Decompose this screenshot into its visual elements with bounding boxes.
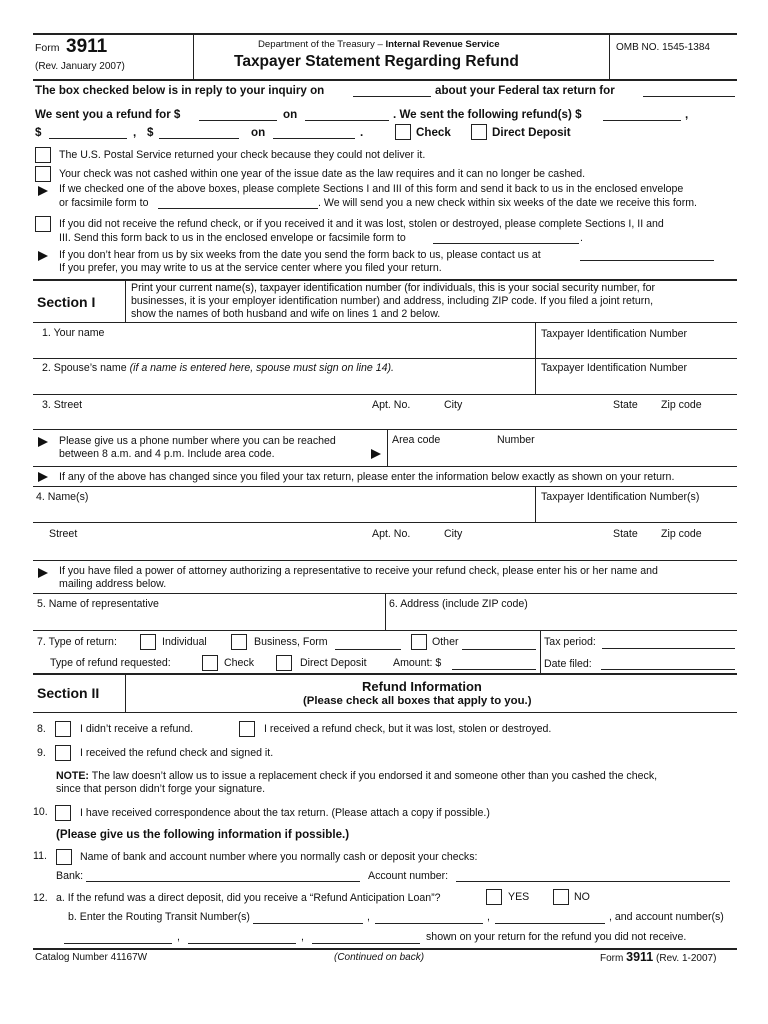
arrow-icon — [38, 472, 48, 482]
other-field[interactable] — [462, 649, 536, 650]
poa-line-2: mailing address below. — [59, 578, 167, 590]
continued-note: (Continued on back) — [334, 952, 425, 963]
row-rule — [33, 560, 737, 561]
section2-label: Section II — [37, 685, 100, 701]
section1-instruction-2: businesses, it is your employer identification number) and address, including ZIP code. If you filed a joint return, — [131, 295, 654, 307]
check-checkbox[interactable] — [395, 124, 411, 140]
section1-top-rule — [33, 279, 737, 281]
signed-check-text: I received the refund check and signed it. — [80, 747, 274, 759]
header-bottom-rule — [33, 79, 737, 81]
if-checked-line-2a: or facsimile form to — [59, 197, 149, 209]
rep-name-label: 5. Name of representative — [37, 598, 159, 610]
note-line-1: NOTE: The law doesn’t allow us to issue a replacement check if you endorsed it and someone other than you cashed the check, — [56, 770, 658, 782]
phone-line-2: between 8 a.m. and 4 p.m. Include area code. — [59, 448, 275, 460]
inquiry-date-field[interactable] — [353, 96, 431, 97]
no-refund-text: I didn’t receive a refund. — [80, 723, 194, 735]
refund-direct-deposit-label: Direct Deposit — [300, 657, 367, 669]
six-weeks-line-2: If you prefer, you may write to us at the service center where you filed your return. — [59, 262, 442, 274]
row-rule — [33, 358, 737, 359]
catalog-number: Catalog Number 41167W — [35, 952, 148, 963]
intro-comma-2: , — [133, 126, 137, 139]
correspondence-text: I have received correspondence about the tax return. (Please attach a copy if possible.) — [80, 807, 490, 819]
row-rule — [33, 486, 737, 487]
refund-check-label: Check — [224, 657, 255, 669]
ral-yes-checkbox[interactable] — [486, 889, 502, 905]
header-top-rule — [33, 33, 737, 35]
bank-field[interactable] — [86, 881, 360, 882]
intro-line-2a: We sent you a refund for $ — [35, 108, 181, 121]
account-field[interactable] — [456, 881, 730, 882]
routing-field-3[interactable] — [495, 923, 605, 924]
lost-check-text: I received a refund check, but it was lost, stolen or destroyed. — [264, 723, 552, 735]
names-label: 4. Name(s) — [36, 491, 89, 503]
arrow-icon — [38, 186, 48, 196]
item-12-number: 12. — [33, 892, 48, 904]
if-checked-line-2b: . We will send you a new check within six weeks of the date we receive this form. — [318, 197, 697, 209]
street-label: 3. Street — [42, 399, 83, 411]
zip-label: Zip code — [661, 399, 702, 411]
section2-subtitle: (Please check all boxes that apply to you.) — [303, 695, 532, 707]
section1-instruction-3: show the names of both husband and wife on lines 1 and 2 below. — [131, 308, 441, 320]
signed-check-checkbox[interactable] — [55, 745, 71, 761]
form-revision: (Rev. January 2007) — [35, 61, 125, 72]
routing-comma-2: , — [487, 911, 490, 923]
refund-check-checkbox[interactable] — [202, 655, 218, 671]
section2-header-rule — [33, 712, 737, 713]
intro-line-2b: . We sent the following refund(s) $ — [393, 108, 582, 121]
returned-text: The U.S. Postal Service returned your check because they could not deliver it. — [59, 149, 426, 161]
footer-form-id: Form 3911 (Rev. 1-2007) — [600, 950, 717, 964]
lost-check-checkbox[interactable] — [239, 721, 255, 737]
city-2-label: City — [444, 528, 463, 540]
not-received-line-1: If you did not receive the refund check, or if you received it and it was lost, stolen or destroyed, please complete Sections I, II and — [59, 218, 664, 230]
form-label: Form — [35, 42, 60, 54]
section2-label-divider — [125, 674, 126, 712]
row-rule — [33, 522, 737, 523]
arrow-icon — [371, 449, 381, 459]
section1-header-rule — [33, 322, 737, 323]
direct-deposit-checkbox[interactable] — [471, 124, 487, 140]
amount-label: Amount: $ — [393, 657, 442, 669]
if-checked-line-1: If we checked one of the above boxes, please complete Sections I and III of this form and send it back to us in the enclosed envelope — [59, 183, 684, 195]
zip-2-label: Zip code — [661, 528, 702, 540]
form-number: 3911 — [66, 36, 108, 57]
account-number-field-1[interactable] — [64, 943, 172, 944]
six-weeks-line-1: If you don’t hear from us by six weeks from the date you send the form back to us, please contact us at — [59, 249, 541, 261]
refund-amount-field[interactable] — [199, 120, 277, 121]
rep-address-label: 6. Address (include ZIP code) — [389, 598, 528, 610]
refund-amount-2-field[interactable] — [603, 120, 681, 121]
rep-divider — [385, 594, 386, 630]
tins-column-divider — [535, 487, 536, 522]
not-cashed-checkbox[interactable] — [35, 166, 51, 182]
tin-column-divider — [535, 323, 536, 395]
row-rule — [33, 394, 737, 395]
refund-amount-4-field[interactable] — [159, 138, 239, 139]
business-checkbox[interactable] — [231, 634, 247, 650]
refund-direct-deposit-checkbox[interactable] — [276, 655, 292, 671]
not-received-period: . — [580, 232, 583, 244]
contact-field[interactable] — [580, 260, 714, 261]
tax-period-divider — [540, 631, 541, 673]
intro-comma-1: , — [685, 108, 689, 121]
phone-line-1: Please give us a phone number where you can be reached — [59, 435, 336, 447]
intro-dollar-1: $ — [35, 126, 42, 139]
number-label: Number — [497, 434, 535, 446]
department-line: Department of the Treasury – Internal Revenue Service — [258, 39, 500, 50]
ral-question: a. If the refund was a direct deposit, did you receive a “Refund Anticipation Loan”? — [56, 892, 441, 904]
type-refund-label: Type of refund requested: — [50, 657, 171, 669]
city-label: City — [444, 399, 463, 411]
business-label: Business, Form — [254, 636, 328, 648]
changed-text: If any of the above has changed since you filed your tax return, please enter the information below exactly as shown on your return. — [59, 471, 675, 483]
account-label: Account number: — [368, 870, 449, 882]
arrow-icon — [38, 251, 48, 261]
apt-label: Apt. No. — [372, 399, 411, 411]
area-code-label: Area code — [392, 434, 441, 446]
form-title: Taxpayer Statement Regarding Refund — [234, 53, 519, 70]
section2-top-rule — [33, 673, 737, 675]
type-return-label: 7. Type of return: — [37, 636, 117, 648]
account-comma-2: , — [301, 931, 304, 943]
bank-info-text: Name of bank and account number where you normally cash or deposit your checks: — [80, 851, 478, 863]
intro-on-2: on — [251, 126, 266, 139]
and-account-text: , and account number(s) — [609, 911, 724, 923]
please-give-text: (Please give us the following information if possible.) — [56, 828, 350, 841]
account-number-field-2[interactable] — [188, 943, 296, 944]
bank-info-checkbox[interactable] — [56, 849, 72, 865]
other-label: Other — [432, 636, 459, 648]
date-filed-label: Date filed: — [544, 658, 592, 670]
amount-field[interactable] — [452, 669, 536, 670]
section1-instruction-1: Print your current name(s), taxpayer identification number (for individuals, this is your social security number, for — [131, 282, 656, 294]
tin-label: Taxpayer Identification Number — [541, 328, 688, 340]
individual-label: Individual — [162, 636, 207, 648]
account-number-field-3[interactable] — [312, 943, 420, 944]
spouse-tin-label: Taxpayer Identification Number — [541, 362, 688, 374]
spouse-name-label: 2. Spouse’s name (if a name is entered here, spouse must sign on line 14). — [42, 362, 394, 374]
refund-date-field[interactable] — [305, 120, 389, 121]
intro-dollar-2: $ — [147, 126, 154, 139]
not-received-checkbox[interactable] — [35, 216, 51, 232]
returned-checkbox[interactable] — [35, 147, 51, 163]
intro-on-1: on — [283, 108, 298, 121]
no-refund-checkbox[interactable] — [55, 721, 71, 737]
section1-label-divider — [125, 280, 126, 323]
omb-number: OMB NO. 1545-1384 — [616, 42, 710, 53]
item-9-number: 9. — [37, 747, 46, 759]
item-11-number: 11. — [33, 850, 47, 862]
ral-yes-label: YES — [508, 891, 530, 903]
note-line-2: since that person didn’t forge your signature. — [56, 783, 266, 795]
row-rule — [33, 466, 737, 467]
fax-number-field[interactable] — [158, 208, 318, 209]
item-10-number: 10. — [33, 806, 48, 818]
tax-period-field[interactable] — [602, 648, 735, 649]
state-label: State — [613, 399, 638, 411]
refund-date-2-field[interactable] — [273, 138, 355, 139]
routing-field-1[interactable] — [253, 923, 363, 924]
intro-period: . — [360, 126, 364, 139]
section1-label: Section I — [37, 294, 96, 310]
your-name-label: 1. Your name — [42, 327, 105, 339]
other-checkbox[interactable] — [411, 634, 427, 650]
arrow-icon — [38, 437, 48, 447]
arrow-icon — [38, 568, 48, 578]
poa-line-1: If you have filed a power of attorney authorizing a representative to receive your refund check, please enter his or her name and — [59, 565, 658, 577]
refund-amount-3-field[interactable] — [49, 138, 127, 139]
header-divider-left — [193, 34, 194, 80]
account-comma-1: , — [177, 931, 180, 943]
tins-label: Taxpayer Identification Number(s) — [541, 491, 700, 503]
item-8-number: 8. — [37, 723, 46, 735]
not-cashed-text: Your check was not cashed within one year of the issue date as the law requires and it can no longer be cashed. — [59, 168, 586, 180]
row-rule — [33, 630, 737, 631]
shown-text: shown on your return for the refund you did not receive. — [426, 931, 687, 943]
individual-checkbox[interactable] — [140, 634, 156, 650]
intro-line-1b: about your Federal tax return for — [435, 84, 615, 97]
tax-period-label: Tax period: — [544, 636, 596, 648]
not-received-line-2: III. Send this form back to us in the enclosed envelope or facsimile form to — [59, 232, 406, 244]
routing-label: b. Enter the Routing Transit Number(s) — [68, 911, 250, 923]
routing-field-2[interactable] — [375, 923, 483, 924]
section2-title: Refund Information — [362, 679, 482, 694]
ral-no-checkbox[interactable] — [553, 889, 569, 905]
ral-no-label: NO — [574, 891, 590, 903]
check-label: Check — [416, 126, 451, 139]
street-2-label: Street — [49, 528, 78, 540]
business-form-field[interactable] — [335, 649, 401, 650]
row-rule — [33, 429, 737, 430]
date-filed-field[interactable] — [601, 669, 735, 670]
state-2-label: State — [613, 528, 638, 540]
fax-number-2-field[interactable] — [433, 243, 579, 244]
correspondence-checkbox[interactable] — [55, 805, 71, 821]
phone-divider — [387, 430, 388, 466]
apt-2-label: Apt. No. — [372, 528, 411, 540]
direct-deposit-label: Direct Deposit — [492, 126, 571, 139]
intro-line-1a: The box checked below is in reply to your inquiry on — [35, 84, 325, 97]
header-divider-right — [609, 34, 610, 80]
bank-label: Bank: — [56, 870, 84, 882]
tax-year-field[interactable] — [643, 96, 735, 97]
routing-comma-1: , — [367, 911, 370, 923]
